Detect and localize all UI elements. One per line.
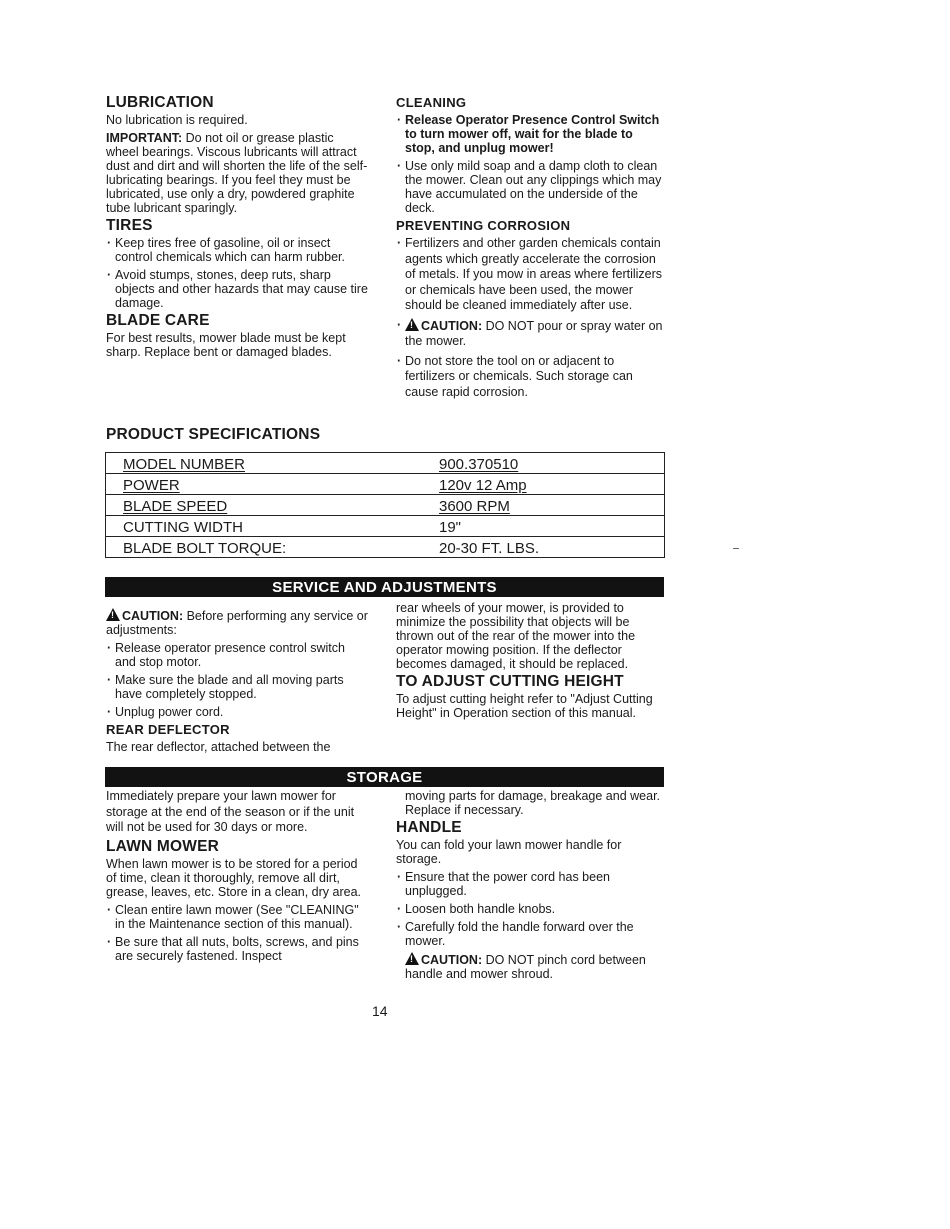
handle-text: You can fold your lawn mower handle for storage. — [396, 838, 622, 866]
storage-banner: STORAGE — [105, 767, 664, 787]
spec-value: 3600 RPM — [439, 498, 510, 515]
caution-label: CAUTION: — [122, 609, 184, 623]
right-top-column — [396, 96, 664, 404]
service-bullet: · Unplug power cord. — [106, 705, 368, 719]
table-row — [106, 537, 665, 558]
storage-intro: Immediately prepare your lawn mower for storage at the end of the season or if the unit will not be used for 30 days or more. — [106, 789, 355, 834]
left-top-column — [106, 96, 368, 363]
blade-care-text: For best results, mower blade must be kept sharp. Replace bent or damaged blades. — [106, 331, 346, 359]
spec-label: POWER — [123, 477, 180, 494]
cleaning-bullet: · Use only mild soap and a damp cloth to clean the mower. Clean out any clippings which may have accumulated on the underside of the deck. — [396, 159, 664, 215]
storage-left-column — [106, 789, 368, 967]
spec-value: 120v 12 Amp — [439, 477, 527, 494]
corrosion-bullet: · Do not store the tool on or adjacent to fertilizers or chemicals. Such storage can cause rapid corrosion. — [396, 354, 664, 401]
tires-bullet: · Keep tires free of gasoline, oil or insect control chemicals which can harm rubber. — [106, 236, 368, 264]
lawn-mower-bullet: · Clean entire lawn mower (See "CLEANING" in the Maintenance section of this manual). — [106, 903, 368, 931]
caution-label: CAUTION: — [421, 318, 483, 333]
cleaning-heading: CLEANING — [396, 95, 467, 110]
service-caution — [106, 608, 368, 637]
service-bullet: · Make sure the blade and all moving parts have completely stopped. — [106, 673, 368, 701]
specifications-table — [105, 452, 665, 558]
spec-label: CUTTING WIDTH — [123, 519, 243, 536]
rear-deflector-continued: rear wheels of your mower, is provided to minimize the possibility that objects will be thrown out of the rear of the mower into the operator mowing position. If the deflector becomes damaged, it should be replaced. — [396, 601, 636, 671]
important-label: IMPORTANT: — [106, 131, 183, 145]
lubrication-text: No lubrication is required. — [106, 113, 248, 127]
handle-caution — [396, 952, 664, 981]
warning-icon — [405, 952, 419, 965]
table-row — [106, 474, 665, 495]
spec-value: 900.370510 — [439, 456, 519, 473]
rear-deflector-heading: REAR DEFLECTOR — [106, 722, 230, 737]
table-row — [106, 516, 665, 537]
corrosion-heading: PREVENTING CORROSION — [396, 218, 571, 233]
important-text: Do not oil or grease plastic wheel bearings. Viscous lubricants will attract dust and dirt and will shorten the life of the self-lubricating bearings. If you feel they must be lubricated, use only a dry, powdered graphite tube lubricant sparingly. — [106, 131, 368, 215]
spec-value: 19" — [439, 519, 462, 536]
corrosion-caution-bullet — [396, 318, 664, 350]
caution-label: CAUTION: — [421, 953, 483, 967]
handle-bullet: · Ensure that the power cord has been unplugged. — [396, 870, 664, 898]
caution-text: Before performing any service or adjustments: — [106, 609, 368, 637]
service-adjustments-banner: SERVICE AND ADJUSTMENTS — [105, 577, 664, 597]
cutting-height-text: To adjust cutting height refer to "Adjust Cutting Height" in Operation section of this manual. — [396, 692, 653, 720]
service-left-column — [106, 608, 368, 758]
product-specifications-heading: PRODUCT SPECIFICATIONS — [106, 426, 321, 443]
corrosion-bullet: · Fertilizers and other garden chemicals contain agents which greatly accelerate the corrosion of metals. If you mow in areas where fertilizers or chemicals have been used, the mower should be cleaned immediately after use. — [396, 236, 664, 314]
spec-label: BLADE SPEED — [123, 498, 228, 515]
caution-text: DO NOT pour or spray water on the mower. — [405, 318, 663, 348]
blade-care-heading: BLADE CARE — [106, 312, 210, 329]
handle-bullet: · Carefully fold the handle forward over the mower. — [396, 920, 664, 948]
lawn-mower-text: When lawn mower is to be stored for a period of time, clean it thoroughly, remove all dirt, grease, leaves, etc. Store in a clean, dry area. — [106, 856, 361, 899]
spec-label: BLADE BOLT TORQUE: — [123, 540, 287, 557]
handle-bullet: · Loosen both handle knobs. — [396, 902, 664, 916]
service-right-column — [396, 601, 664, 724]
table-row — [106, 453, 665, 474]
inspect-continued: moving parts for damage, breakage and wear. Replace if necessary. — [405, 789, 661, 817]
service-bullet: · Release operator presence control switch and stop motor. — [106, 641, 368, 669]
spec-label: MODEL NUMBER — [123, 456, 245, 473]
table-row — [106, 495, 665, 516]
lubrication-heading: LUBRICATION — [106, 94, 214, 111]
cleaning-warning-bullet: · Release Operator Presence Control Switch to turn mower off, wait for the blade to stop, and unplug mower! — [396, 113, 664, 155]
handle-heading: HANDLE — [396, 819, 462, 836]
cutting-height-heading: TO ADJUST CUTTING HEIGHT — [396, 673, 624, 690]
important-paragraph — [106, 131, 368, 215]
warning-icon — [106, 608, 120, 621]
spec-value: 20-30 FT. LBS. — [439, 540, 540, 557]
rear-deflector-text: The rear deflector, attached between the — [106, 740, 331, 754]
caution-text: DO NOT pinch cord between handle and mower shroud. — [405, 953, 646, 981]
lawn-mower-heading: LAWN MOWER — [106, 837, 220, 855]
warning-icon — [405, 318, 419, 331]
tires-heading: TIRES — [106, 217, 153, 234]
tires-bullet: · Avoid stumps, stones, deep ruts, sharp objects and other hazards that may cause tire damage. — [106, 268, 368, 310]
page-number: 14 — [372, 1003, 388, 1019]
lawn-mower-bullet: · Be sure that all nuts, bolts, screws, and pins are securely fastened. Inspect — [106, 935, 368, 963]
stray-mark — [733, 548, 739, 549]
storage-right-column — [396, 789, 664, 985]
